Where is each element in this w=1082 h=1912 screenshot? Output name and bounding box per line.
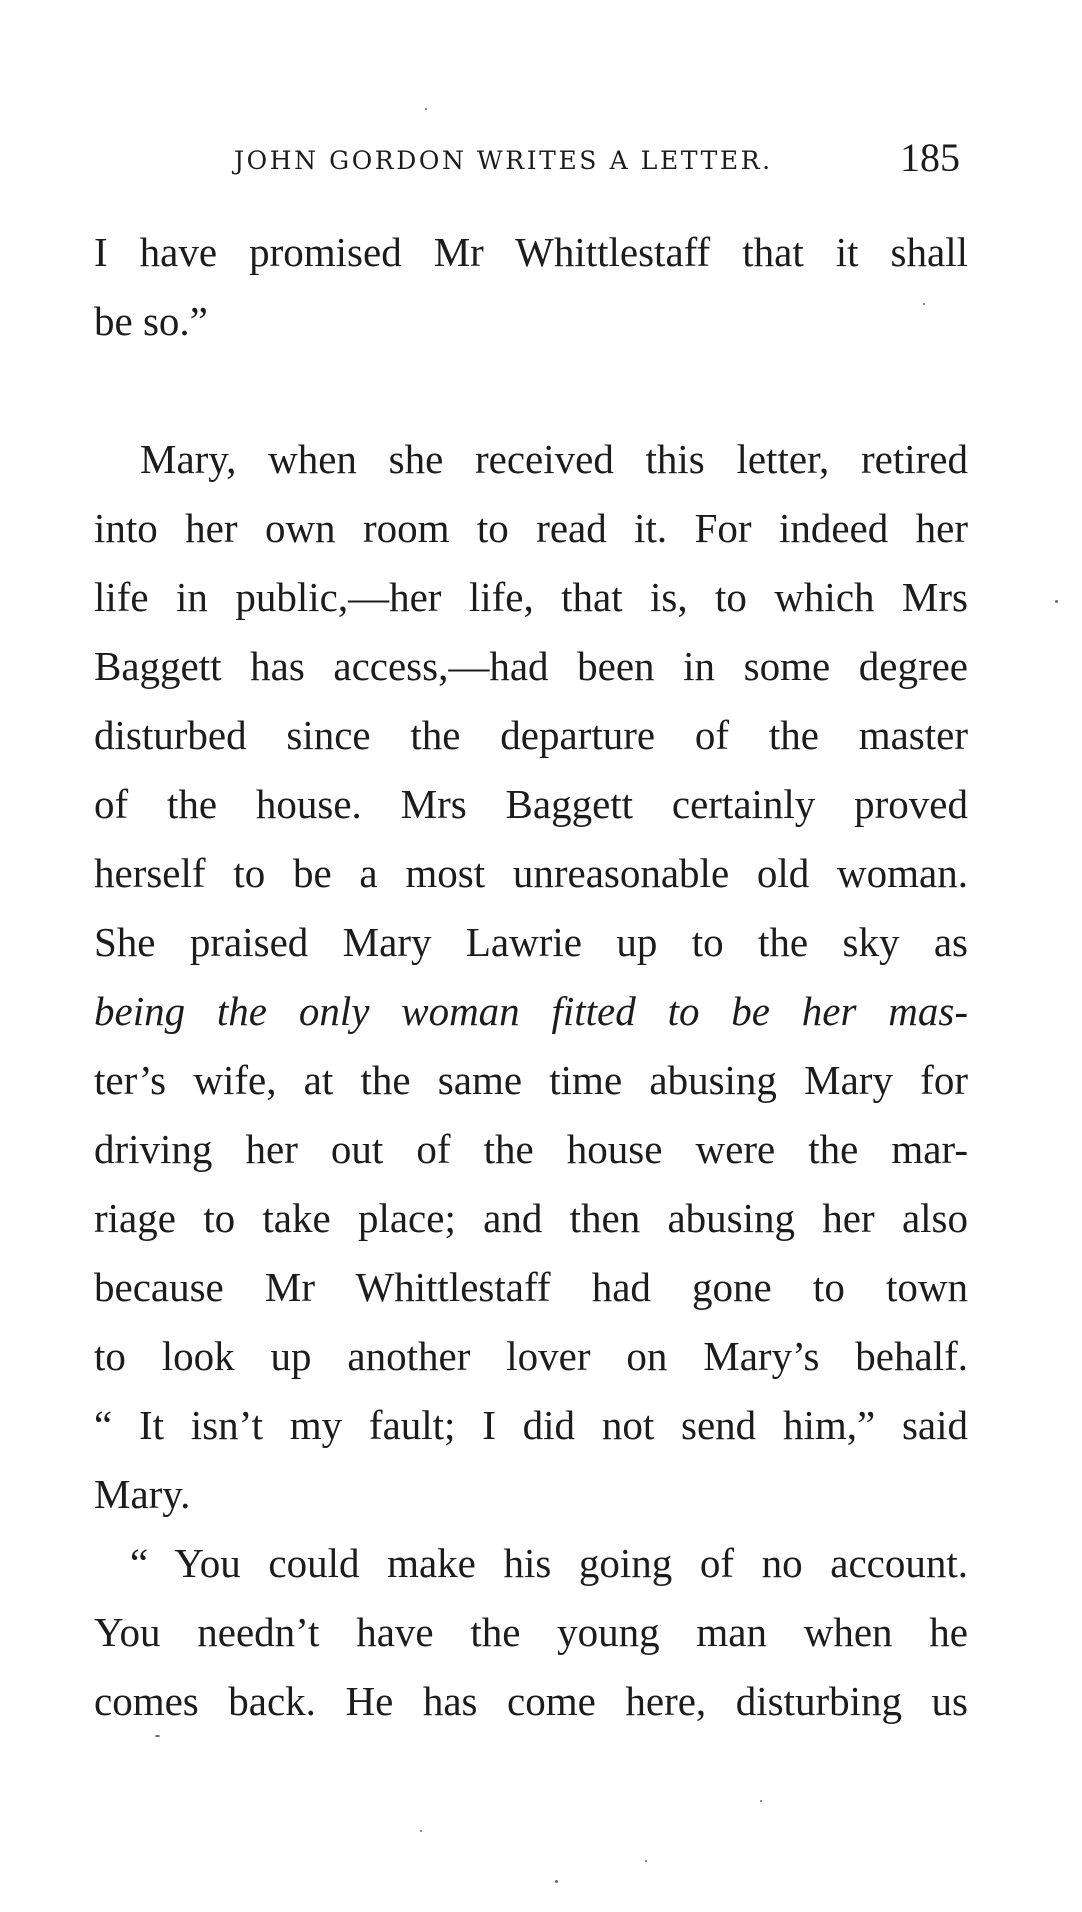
text-line: driving her out of the house were the mar- <box>94 1126 968 1172</box>
text-line: riage to take place; and then abusing her also <box>94 1195 968 1241</box>
text-line: I have promised Mr Whittlestaff that it shall <box>94 229 968 275</box>
text-line-italic-lead <box>94 977 968 1046</box>
paper-speck <box>420 1830 422 1832</box>
running-head <box>94 134 968 184</box>
text-line: You needn’t have the young man when he <box>94 1609 968 1655</box>
paper-speck <box>155 1735 160 1737</box>
page-number: 185 <box>900 135 960 180</box>
text-line: comes back. He has come here, disturbing us <box>94 1678 968 1724</box>
paper-speck <box>1055 600 1058 603</box>
italic-phrase: being the only woman fitted to be her mas- <box>94 988 968 1034</box>
text-line: ter’s wife, at the same time abusing Mary for <box>94 1057 968 1103</box>
text-line: “ You could make his going of no account. <box>130 1540 968 1586</box>
paper-speck <box>425 108 427 110</box>
text-line: disturbed since the departure of the master <box>94 712 968 758</box>
paper-speck <box>645 1860 647 1862</box>
text-line: into her own room to read it. For indeed her <box>94 505 968 551</box>
text-line: Baggett has access,—had been in some degree <box>94 643 968 689</box>
text-line: life in public,—her life, that is, to which Mrs <box>94 574 968 620</box>
paper-speck <box>555 1880 558 1883</box>
text-line: “ It isn’t my fault; I did not send him,” said <box>94 1402 968 1448</box>
text-line: to look up another lover on Mary’s behalf. <box>94 1333 968 1379</box>
body-text <box>94 218 968 1736</box>
text-line: be so.” <box>94 298 208 344</box>
running-title: JOHN GORDON WRITES A LETTER. <box>234 146 773 175</box>
text-line: Mary, when she received this letter, retired <box>140 436 968 482</box>
section-break <box>94 356 968 425</box>
text-line: of the house. Mrs Baggett certainly proved <box>94 781 968 827</box>
text-line: herself to be a most unreasonable old woman. <box>94 850 968 896</box>
text-line: Mary. <box>94 1471 191 1517</box>
paper-speck <box>923 303 925 305</box>
text-line: She praised Mary Lawrie up to the sky as <box>94 919 968 965</box>
text-line: because Mr Whittlestaff had gone to town <box>94 1264 968 1310</box>
paper-speck <box>760 1800 762 1802</box>
